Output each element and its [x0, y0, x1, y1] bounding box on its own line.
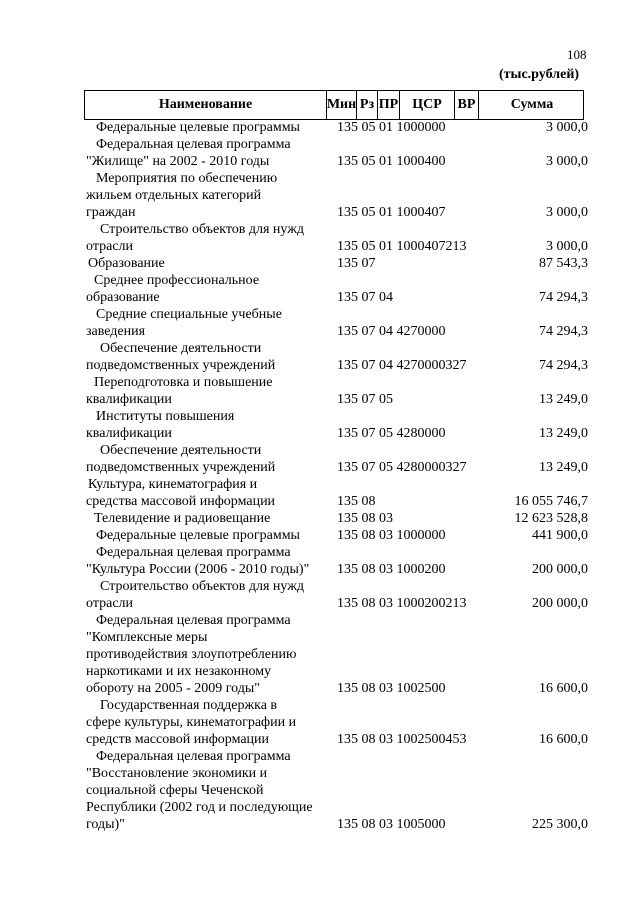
row-name: "Комплексные меры: [86, 630, 208, 645]
row-sum: 74 294,3: [539, 324, 588, 339]
row-name: Телевидение и радиовещание: [94, 511, 271, 526]
row-name: средства массовой информации: [86, 494, 276, 509]
row-name: Федеральные целевые программы: [96, 120, 300, 135]
row-name: сфере культуры, кинематографии и: [86, 715, 297, 730]
row-code: 135 07 05: [337, 392, 393, 407]
row-name: Переподготовка и повышение: [94, 375, 273, 390]
row-sum: 74 294,3: [539, 290, 588, 305]
row-code: 135 07 04: [337, 290, 393, 305]
row-sum: 13 249,0: [539, 426, 588, 441]
row-name: Обеспечение деятельности: [100, 341, 262, 356]
row-sum: 16 600,0: [539, 732, 588, 747]
row-sum: 3 000,0: [546, 120, 588, 135]
row-name: Мероприятия по обеспечению: [96, 171, 278, 186]
row-name: "Восстановление экономики и: [86, 766, 268, 781]
row-sum: 3 000,0: [546, 205, 588, 220]
row-name: Федеральные целевые программы: [96, 528, 300, 543]
row-name: средств массовой информации: [86, 732, 270, 747]
row-name: "Жилище" на 2002 - 2010 годы: [86, 154, 270, 169]
row-name: годы)": [86, 817, 125, 832]
row-sum: 441 900,0: [532, 528, 588, 543]
row-code: 135 08 03 1002500: [337, 681, 446, 696]
row-sum: 16 600,0: [539, 681, 588, 696]
row-sum: 12 623 528,8: [514, 511, 588, 526]
row-name: Образование: [88, 256, 165, 271]
row-name: подведомственных учреждений: [86, 358, 276, 373]
row-name: Строительство объектов для нужд: [100, 579, 305, 594]
row-code: 135 08: [337, 494, 376, 509]
header-vr: ВР: [454, 91, 478, 119]
row-code: 135 08 03 1000200213: [337, 596, 467, 611]
row-sum: 13 249,0: [539, 392, 588, 407]
row-name: Обеспечение деятельности: [100, 443, 262, 458]
row-name: граждан: [86, 205, 136, 220]
page-number: 108: [567, 47, 587, 62]
row-code: 135 05 01 1000400: [337, 154, 446, 169]
row-name: подведомственных учреждений: [86, 460, 276, 475]
row-code: 135 07: [337, 256, 376, 271]
header-min: Мин: [326, 91, 356, 119]
row-name: Культура, кинематография и: [88, 477, 258, 492]
row-code: 135 08 03: [337, 511, 393, 526]
row-name: отрасли: [86, 596, 134, 611]
row-sum: 200 000,0: [532, 596, 588, 611]
row-code: 135 07 05 4280000: [337, 426, 446, 441]
row-name: наркотиками и их незаконному: [86, 664, 272, 679]
row-name: Строительство объектов для нужд: [100, 222, 305, 237]
row-name: Республики (2002 год и последующие: [86, 800, 313, 815]
row-code: 135 08 03 1000200: [337, 562, 446, 577]
row-name: Среднее профессиональное: [94, 273, 260, 288]
row-code: 135 08 03 1002500453: [337, 732, 467, 747]
row-name: Федеральная целевая программа: [96, 545, 291, 560]
row-code: 135 05 01 1000407213: [337, 239, 467, 254]
header-pr: ПР: [377, 91, 399, 119]
header-name: Наименование: [158, 97, 253, 112]
row-name: отрасли: [86, 239, 134, 254]
row-name: Государственная поддержка в: [100, 698, 278, 713]
row-name: противодействия злоупотреблению: [86, 647, 297, 662]
row-code: 135 07 05 4280000327: [337, 460, 467, 475]
row-name: "Культура России (2006 - 2010 годы)": [86, 562, 310, 577]
row-code: 135 07 04 4270000: [337, 324, 446, 339]
row-sum: 87 543,3: [539, 256, 588, 271]
row-code: 135 05 01 1000407: [337, 205, 446, 220]
row-name: квалификации: [86, 392, 172, 407]
header-rz: Рз: [356, 91, 377, 119]
row-sum: 3 000,0: [546, 154, 588, 169]
row-sum: 13 249,0: [539, 460, 588, 475]
row-name: квалификации: [86, 426, 172, 441]
row-name: Федеральная целевая программа: [96, 137, 291, 152]
row-sum: 16 055 746,7: [514, 494, 588, 509]
row-sum: 200 000,0: [532, 562, 588, 577]
units-label: (тыс.рублей): [499, 67, 580, 82]
row-name: образование: [86, 290, 160, 305]
row-sum: 3 000,0: [546, 239, 588, 254]
row-code: 135 05 01 1000000: [337, 120, 446, 135]
row-sum: 225 300,0: [532, 817, 588, 832]
row-code: 135 08 03 1000000: [337, 528, 446, 543]
table-header: [84, 90, 584, 120]
row-sum: 74 294,3: [539, 358, 588, 373]
header-csr: ЦСР: [399, 91, 454, 119]
row-code: 135 07 04 4270000327: [337, 358, 467, 373]
row-name: Институты повышения: [96, 409, 235, 424]
row-name: Федеральная целевая программа: [96, 749, 291, 764]
row-name: заведения: [86, 324, 146, 339]
row-name: жильем отдельных категорий: [86, 188, 262, 203]
header-sum: Сумма: [478, 91, 585, 119]
row-name: Федеральная целевая программа: [96, 613, 291, 628]
row-name: Средние специальные учебные: [96, 307, 282, 322]
row-name: социальной сферы Чеченской: [86, 783, 264, 798]
row-name: обороту на 2005 - 2009 годы": [86, 681, 260, 696]
row-code: 135 08 03 1005000: [337, 817, 446, 832]
